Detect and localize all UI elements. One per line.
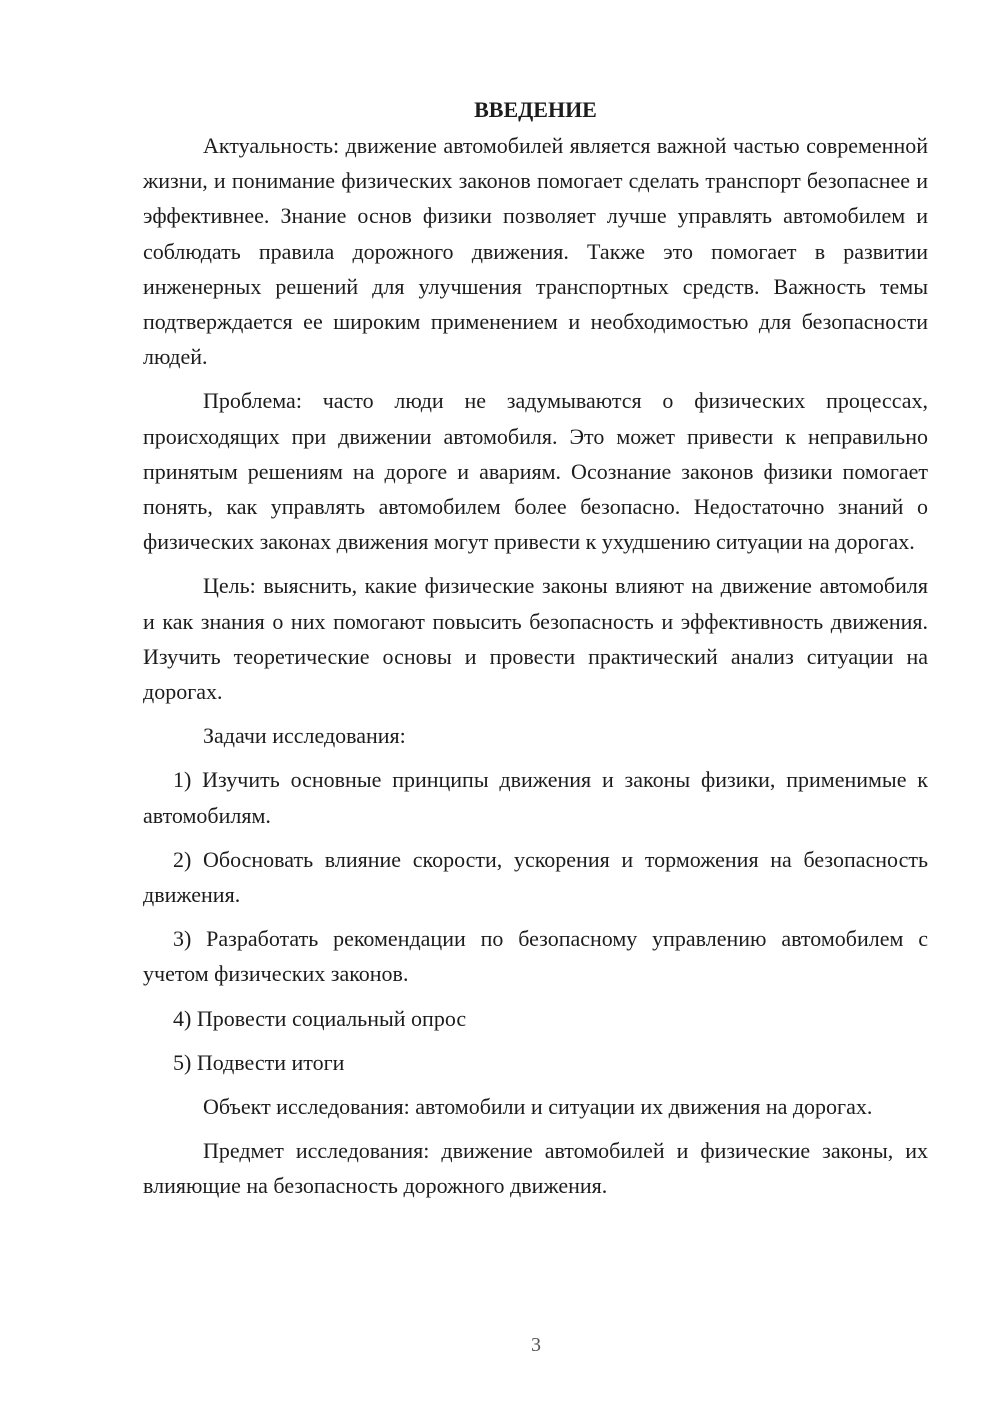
document-page	[143, 94, 928, 1213]
task-item: 5) Подвести итоги	[173, 1049, 345, 1075]
task-item: 2) Обосновать влияние скорости, ускорения и торможения на безопасность движения.	[143, 846, 928, 908]
relevance-paragraph: Актуальность: движение автомобилей является важной частью современной жизни, и понимание физических законов помогает сделать транспорт безопаснее и эффективнее. Знание основ физики позволяет лучше управлять автомобилем и соблюдать правила дорожного движения. Также это помогает в развитии инженерных решений для улучшения транспортных средств. Важность темы подтверждается ее широким применением и необходимостью для безопасности людей.	[143, 133, 928, 370]
section-heading: ВВЕДЕНИЕ	[474, 97, 597, 122]
object-paragraph: Объект исследования: автомобили и ситуации их движения на дорогах.	[203, 1094, 873, 1120]
tasks-heading: Задачи исследования:	[203, 723, 406, 749]
subject-paragraph: Предмет исследования: движение автомобилей и физические законы, их влияющие на безопасность дорожного движения.	[143, 1138, 928, 1199]
task-item: 1) Изучить основные принципы движения и законы физики, применимые к автомобилям.	[143, 767, 928, 828]
goal-paragraph: Цель: выяснить, какие физические законы влияют на движение автомобиля и как знания о них помогают повысить безопасность и эффективность движения. Изучить теоретические основы и провести практический анализ ситуации на дорогах.	[143, 573, 928, 705]
problem-paragraph: Проблема: часто люди не задумываются о физических процессах, происходящих при движении автомобиля. Это может привести к неправильно принятым решениям на дороге и авариям. Осознание законов физики помогает понять, как управлять автомобилем более безопасно. Недостаточно знаний о физических законах движения могут привести к ухудшению ситуации на дорогах.	[143, 388, 928, 555]
page-number: 3	[531, 1334, 541, 1356]
task-item: 4) Провести социальный опрос	[173, 1005, 467, 1031]
task-item: 3) Разработать рекомендации по безопасному управлению автомобилем с учетом физических законов.	[143, 926, 928, 987]
